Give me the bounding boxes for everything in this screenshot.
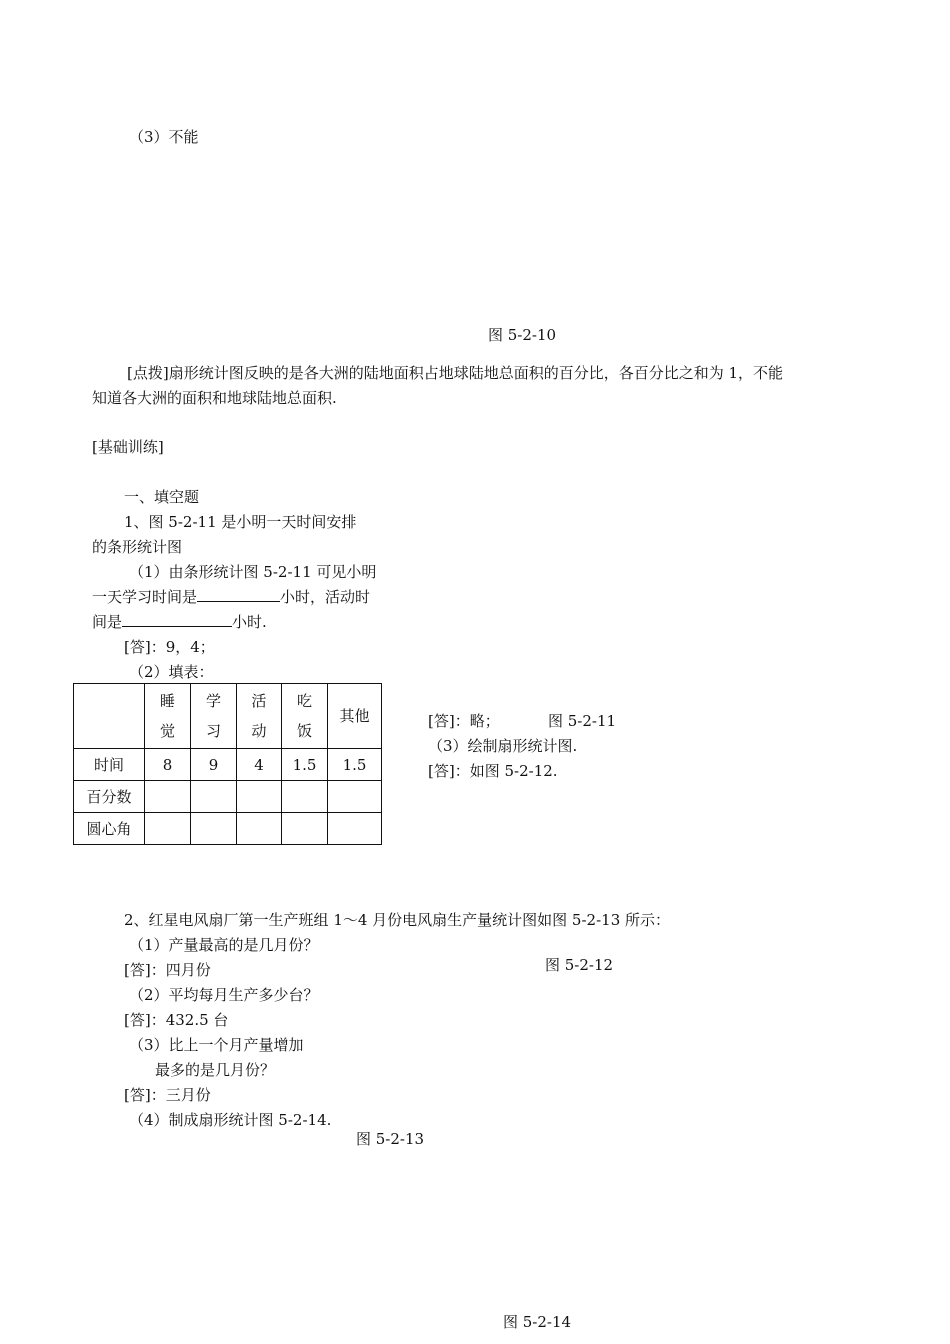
question-2-line-1: 2、红星电风扇厂第一生产班组 1～4 月份电风扇生产量统计图如图 5-2-13 所示：	[124, 911, 671, 929]
table-cell-blank[interactable]	[191, 781, 237, 813]
question-1-sub-2: （2）填表：	[129, 663, 214, 681]
figure-caption-5-2-11: 图 5-2-11	[548, 712, 617, 730]
row-label-percentage: 百分数	[74, 781, 145, 813]
table-header-row	[74, 684, 382, 749]
table-cell-blank[interactable]	[191, 813, 237, 845]
hint-paragraph-line-1: [点拨]扇形统计图反映的是各大洲的陆地面积占地球陆地总面积的百分比，各百分比之和为 1，不能	[127, 364, 784, 382]
table-cell-blank[interactable]	[145, 813, 191, 845]
table-cell-blank[interactable]	[145, 781, 191, 813]
table-row	[74, 749, 382, 781]
table-cell-blank[interactable]	[237, 813, 282, 845]
header-cell-study: 学 习	[191, 684, 237, 749]
question-1-sub-1-line-1: （1）由条形统计图 5-2-11 可见小明	[129, 563, 377, 581]
figure-caption-5-2-10: 图 5-2-10	[488, 326, 557, 344]
question-2-answer-1: [答]：四月份	[124, 961, 211, 979]
row-label-time: 时间	[74, 749, 145, 781]
hint-paragraph-line-2: 知道各大洲的面积和地球陆地总面积.	[92, 389, 337, 407]
part-title-fill-in-blanks: 一、填空题	[124, 488, 200, 506]
question-2-answer-3: [答]：三月份	[124, 1086, 211, 1104]
question-2-sub-4: （4）制成扇形统计图 5-2-14.	[129, 1111, 332, 1129]
header-cell-sleep: 睡 觉	[145, 684, 191, 749]
activity-time-blank[interactable]	[122, 612, 232, 627]
table-cell: 9	[191, 749, 237, 781]
study-time-suffix: 小时，活动时	[280, 588, 371, 606]
question-1-answer-2: [答]：略；	[428, 712, 500, 730]
question-1-answer-3: [答]：如图 5-2-12.	[428, 762, 558, 780]
time-allocation-table	[73, 683, 382, 845]
study-time-blank[interactable]	[197, 587, 280, 602]
question-2-sub-2: （2）平均每月生产多少台？	[129, 986, 319, 1004]
table-cell-blank[interactable]	[328, 813, 382, 845]
figure-caption-5-2-13: 图 5-2-13	[356, 1130, 425, 1148]
table-row	[74, 781, 382, 813]
study-time-prefix: 一天学习时间是	[92, 588, 198, 606]
question-1-line-1: 1、图 5-2-11 是小明一天时间安排	[124, 513, 357, 531]
table-cell: 1.5	[328, 749, 382, 781]
header-cell-activity: 活 动	[237, 684, 282, 749]
question-2-sub-1: （1）产量最高的是几月份？	[129, 936, 319, 954]
question-2-sub-3-line-1: （3）比上一个月产量增加	[129, 1036, 304, 1054]
figure-caption-5-2-14: 图 5-2-14	[503, 1313, 572, 1331]
figure-caption-5-2-12: 图 5-2-12	[545, 956, 614, 974]
table-cell: 8	[145, 749, 191, 781]
table-corner-cell	[74, 684, 145, 749]
table-cell-blank[interactable]	[328, 781, 382, 813]
table-cell-blank[interactable]	[282, 813, 328, 845]
table-cell-blank[interactable]	[237, 781, 282, 813]
question-2-sub-3-line-2: 最多的是几月份？	[155, 1061, 276, 1079]
answer-3-cannot: （3）不能	[129, 128, 199, 146]
header-cell-other: 其他	[328, 684, 382, 749]
table-cell: 4	[237, 749, 282, 781]
question-1-line-2: 的条形统计图	[92, 538, 183, 556]
question-2-answer-2: [答]：432.5 台	[124, 1011, 229, 1029]
row-label-central-angle: 圆心角	[74, 813, 145, 845]
activity-time-suffix: 小时.	[232, 613, 267, 631]
table-cell: 1.5	[282, 749, 328, 781]
table-row	[74, 813, 382, 845]
activity-time-prefix: 间是	[92, 613, 123, 631]
question-1-sub-3: （3）绘制扇形统计图.	[428, 737, 578, 755]
question-1-sub-1-line-3	[92, 612, 267, 632]
question-1-sub-1-line-2	[92, 587, 370, 607]
question-1-answer-1: [答]：9，4；	[124, 638, 215, 656]
table-cell-blank[interactable]	[282, 781, 328, 813]
section-title-basic-training: [基础训练]	[92, 438, 164, 456]
header-cell-eating: 吃 饭	[282, 684, 328, 749]
